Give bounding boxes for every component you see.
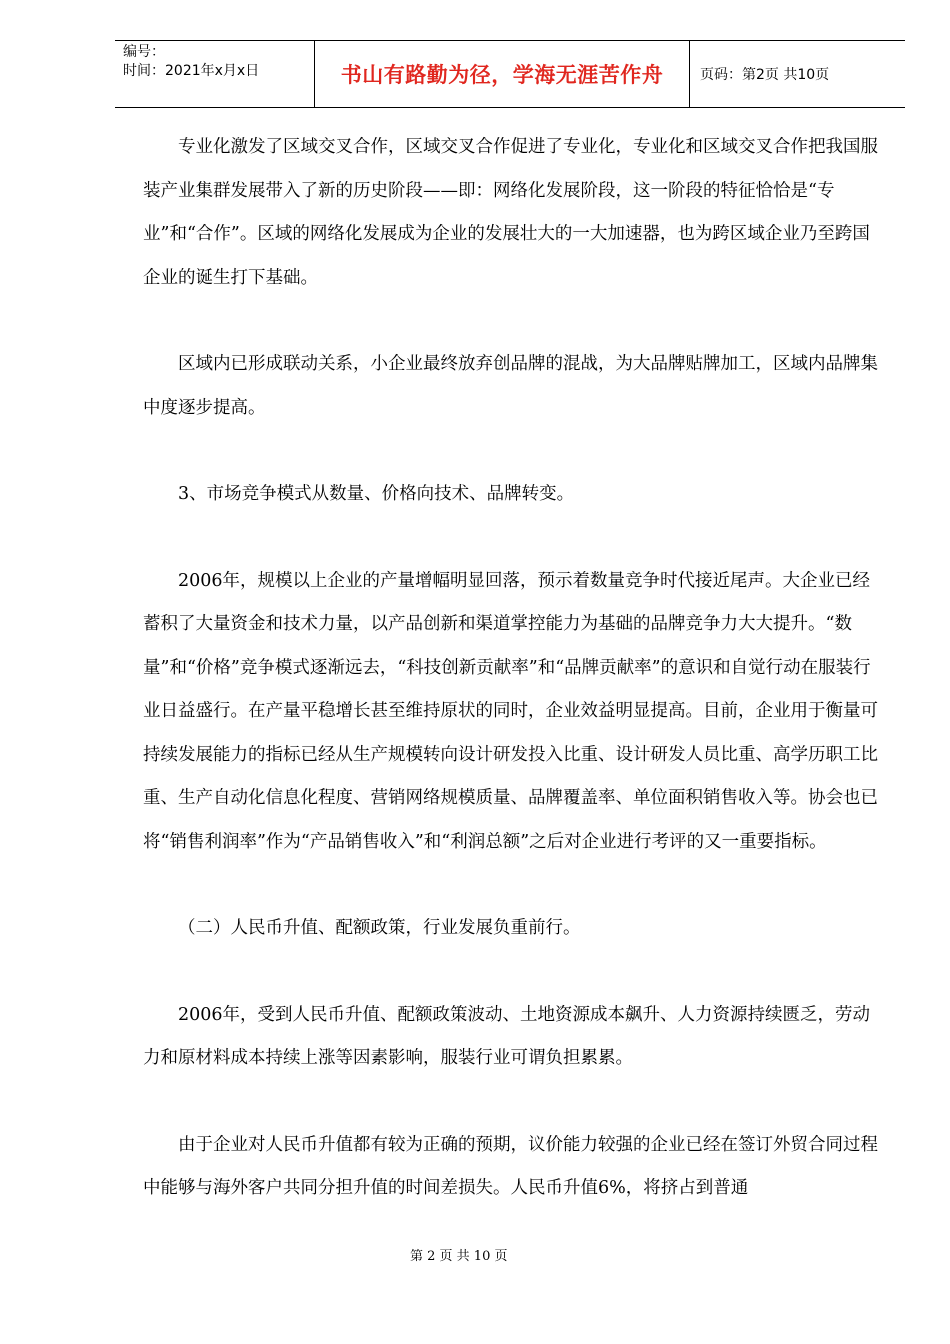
- paragraph-gap: [143, 864, 878, 907]
- section-heading: （二）人民币升值、配额政策，行业发展负重前行。: [178, 918, 581, 938]
- header-meta: [115, 41, 315, 107]
- paragraph: 由于企业对人民币升值都有较为正确的预期，议价能力较强的企业已经在签订外贸合同过程中能够与海外客户共同分担升值的时间差损失。人民币升值6%，将挤占到普通: [143, 1134, 878, 1198]
- document-time-label: 时间：2021年x月x日: [123, 63, 260, 79]
- paragraph: 区域内已形成联动关系，小企业最终放弃创品牌的混战，为大品牌贴牌加工，区域内品牌集中度逐步提高。: [143, 354, 878, 418]
- paragraph: 2006年，规模以上企业的产量增幅明显回落，预示着数量竞争时代接近尾声。大企业已经蓄积了大量资金和技术力量，以产品创新和渠道掌控能力为基础的品牌竞争力大大提升。“数量”和“价格”竞争模式逐渐远去，“科技创新贡献率”和“品牌贡献率”的意识和自觉行动在服装行业日益盛行。在产量平稳增长甚至维持原状的同时，企业效益明显提高。目前，企业用于衡量可持续发展能力的指标已经从生产规模转向设计研发投入比重、设计研发人员比重、高学历职工比重、生产自动化信息化程度、营销网络规模质量、品牌覆盖率、单位面积销售收入等。协会也已将“销售利润率”作为“产品销售收入”和“利润总额”之后对企业进行考评的又一重要指标。: [143, 570, 878, 852]
- document-number-label: 编号：: [123, 44, 165, 60]
- paragraph: 2006年，受到人民币升值、配额政策波动、土地资源成本飙升、人力资源持续匮乏，劳动力和原材料成本持续上涨等因素影响，服装行业可谓负担累累。: [143, 1004, 871, 1068]
- document-body: [143, 126, 878, 1211]
- header-page-label: 页码：第2页 共10页: [700, 67, 830, 83]
- page-footer: 第 2 页 共 10 页: [410, 1249, 508, 1264]
- paragraph-gap: [143, 951, 878, 994]
- header-motto: 书山有路勤为径，学海无涯苦作舟: [315, 41, 690, 107]
- paragraph-gap: [143, 430, 878, 473]
- paragraph: 专业化激发了区域交叉合作，区域交叉合作促进了专业化，专业化和区域交叉合作把我国服装产业集群发展带入了新的历史阶段——即：网络化发展阶段，这一阶段的特征恰恰是“专业”和“合作”。区域的网络化发展成为企业的发展壮大的一大加速器，也为跨区域企业乃至跨国企业的诞生打下基础。: [143, 137, 878, 288]
- paragraph-gap: [143, 517, 878, 560]
- header-page-info: [690, 41, 905, 107]
- section-heading: 3、市场竞争模式从数量、价格向技术、品牌转变。: [178, 484, 575, 504]
- paragraph-gap: [143, 1081, 878, 1124]
- paragraph-gap: [143, 300, 878, 343]
- page-header: [115, 40, 905, 108]
